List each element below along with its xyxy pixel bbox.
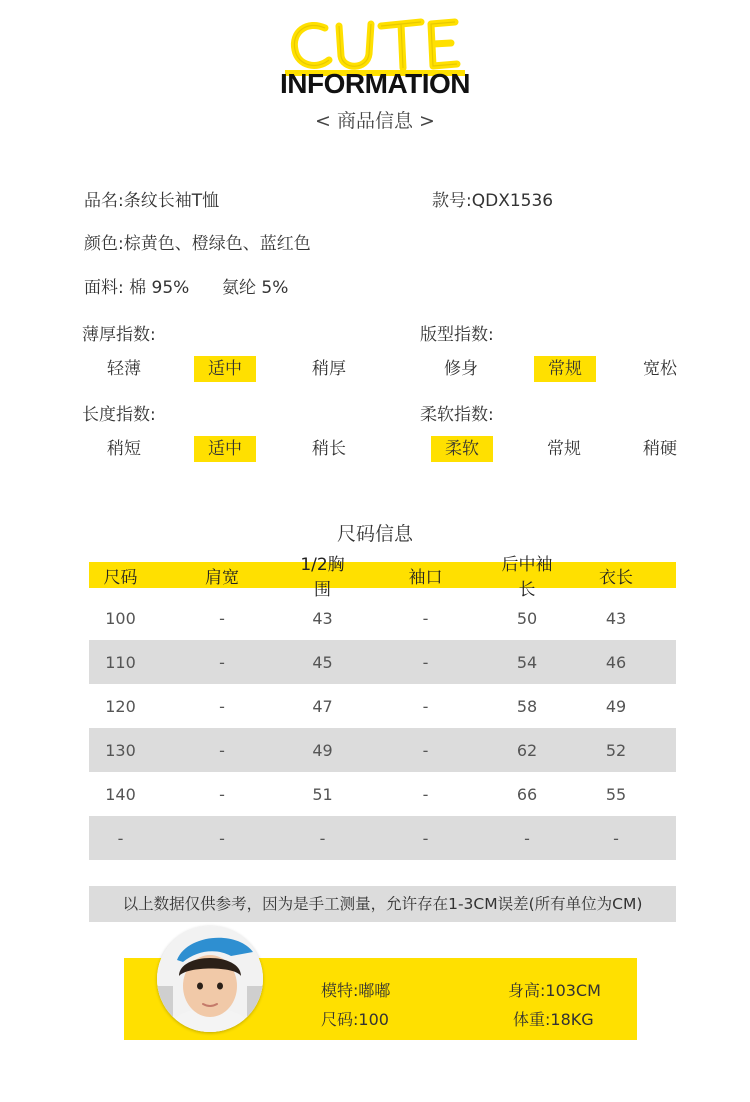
cell-size: 120 <box>105 696 136 716</box>
column-header-cuff: 袖口 <box>408 567 443 588</box>
fit-option-regular: 常规 <box>534 356 596 382</box>
size-info-heading: 尺码信息 <box>336 523 413 545</box>
fit-option-slim: 修身 <box>444 359 478 379</box>
cell-shoulder: - <box>219 740 225 760</box>
fit-index-label: 版型指数: <box>420 325 494 345</box>
model-name: 模特:嘟嘟 <box>321 981 391 1000</box>
product-name: 品名:条纹长袖T恤 <box>84 191 220 211</box>
cell-size: 100 <box>105 608 136 628</box>
column-header-length: 衣长 <box>599 567 633 588</box>
table-row <box>89 816 676 860</box>
cell-chest: 49 <box>312 740 333 760</box>
cell-length: 52 <box>605 740 627 760</box>
table-row <box>89 728 676 772</box>
thickness-option-medium: 适中 <box>194 356 256 382</box>
cell-chest: 43 <box>312 608 333 628</box>
cell-size: 130 <box>105 740 136 760</box>
thickness-option-thin: 轻薄 <box>107 359 141 379</box>
cell-length: - <box>613 828 619 848</box>
model-size: 尺码:100 <box>321 1010 389 1029</box>
fit-option-loose: 宽松 <box>643 359 677 379</box>
size-table <box>89 555 676 860</box>
cell-sleeve: 66 <box>516 784 538 804</box>
cell-shoulder: - <box>219 696 225 716</box>
cell-cuff: - <box>422 740 429 760</box>
column-header-size: 尺码 <box>103 567 138 588</box>
cell-length: 49 <box>605 696 627 716</box>
cell-cuff: - <box>422 828 429 848</box>
cell-chest: 45 <box>312 652 333 672</box>
softness-option-firm: 稍硬 <box>643 439 677 459</box>
cell-cuff: - <box>422 784 429 804</box>
table-row <box>89 640 676 684</box>
product-fabric-extra: 氨纶 5% <box>222 278 289 298</box>
length-index-label: 长度指数: <box>82 405 156 425</box>
measurement-note: 以上数据仅供参考，因为是手工测量，允许存在1-3CM误差(所有单位为CM) <box>89 886 676 922</box>
model-weight: 体重:18KG <box>513 1010 594 1029</box>
cell-size: 140 <box>105 784 136 804</box>
cell-shoulder: - <box>219 652 225 672</box>
cell-cuff: - <box>422 652 429 672</box>
cell-size: 110 <box>105 652 136 672</box>
cell-length: 46 <box>605 652 627 672</box>
cell-sleeve: - <box>524 828 530 848</box>
column-header-shoulder: 肩宽 <box>205 567 239 588</box>
cell-cuff: - <box>422 608 429 628</box>
length-option-medium: 适中 <box>194 436 256 462</box>
table-row <box>89 596 676 640</box>
svg-text:CUTE: CUTE <box>373 54 377 55</box>
cell-cuff: - <box>422 696 429 716</box>
column-header-chest: 1/2胸围 <box>300 555 345 600</box>
cell-shoulder: - <box>219 784 225 804</box>
cell-shoulder: - <box>219 828 225 848</box>
thickness-option-thick: 稍厚 <box>312 359 346 379</box>
softness-option-soft: 柔软 <box>431 436 493 462</box>
cell-sleeve: 54 <box>516 652 538 672</box>
product-colors: 颜色:棕黄色、橙绿色、蓝红色 <box>84 234 311 254</box>
length-option-long: 稍长 <box>312 439 346 459</box>
thickness-index-label: 薄厚指数: <box>82 325 156 345</box>
cell-size: - <box>117 828 124 848</box>
softness-option-regular: 常规 <box>547 439 581 459</box>
column-header-sleeve: 后中袖长 <box>501 555 553 600</box>
cell-shoulder: - <box>219 608 225 628</box>
cell-sleeve: 50 <box>516 608 538 628</box>
table-header <box>89 555 676 600</box>
table-row <box>89 684 676 728</box>
cell-chest: 51 <box>312 784 333 804</box>
child-portrait-image <box>157 926 263 1032</box>
cell-sleeve: 62 <box>516 740 538 760</box>
page-subtitle: < 商品信息 > <box>315 110 435 132</box>
length-option-short: 稍短 <box>107 439 141 459</box>
style-number: 款号:QDX1536 <box>432 191 554 211</box>
table-row <box>89 772 676 816</box>
page-title: INFORMATION <box>280 68 470 99</box>
model-avatar <box>157 926 263 1032</box>
cell-chest: 47 <box>312 696 333 716</box>
cell-chest: - <box>319 828 326 848</box>
cell-length: 43 <box>605 608 627 628</box>
product-fabric: 面料: 棉 95% <box>84 278 190 298</box>
model-height: 身高:103CM <box>508 981 601 1000</box>
softness-index-label: 柔软指数: <box>420 405 494 425</box>
cell-sleeve: 58 <box>516 696 538 716</box>
cell-length: 55 <box>605 784 627 804</box>
